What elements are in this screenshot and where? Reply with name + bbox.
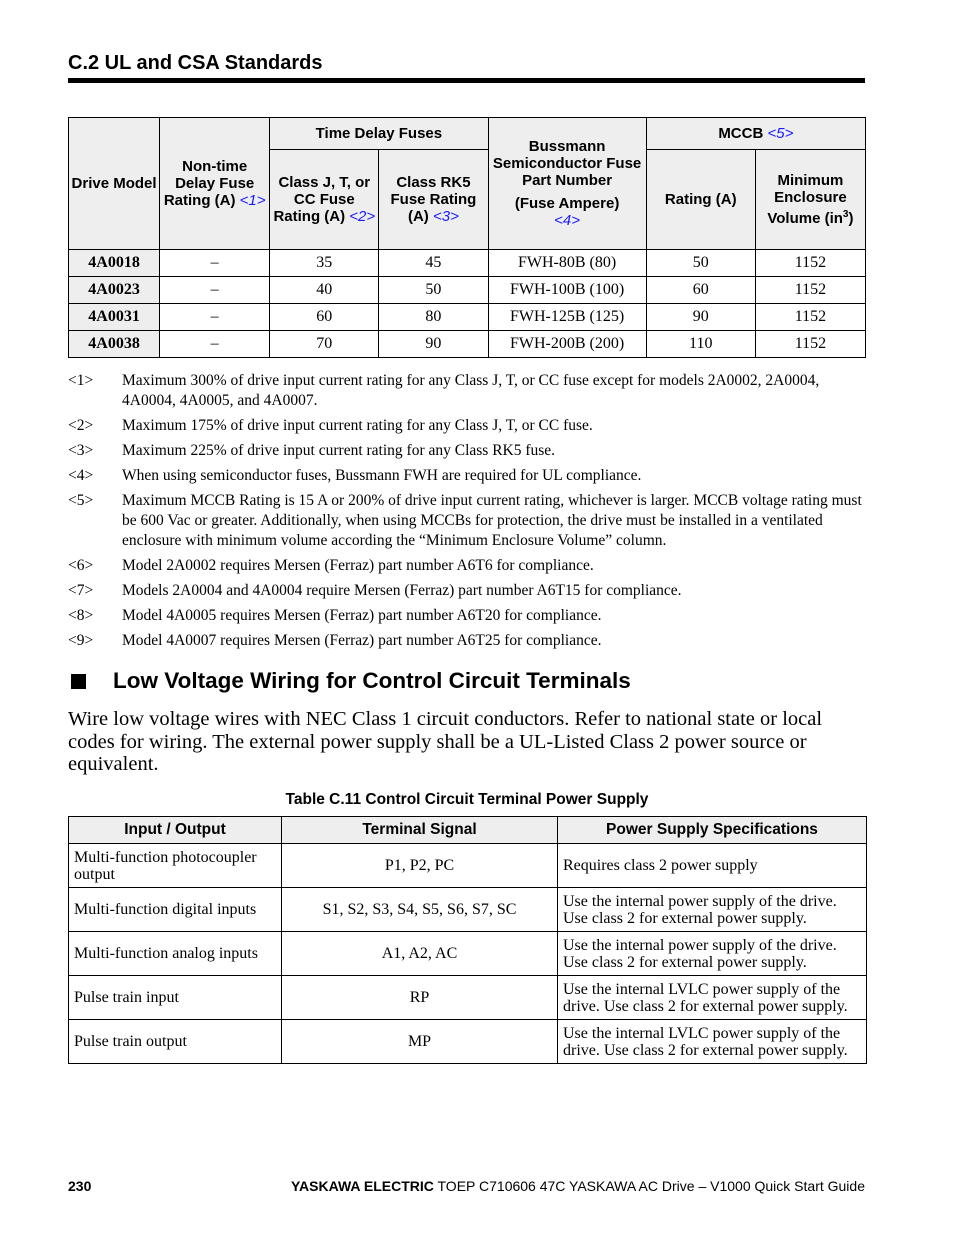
footnote-text: Model 4A0007 requires Mersen (Ferraz) part number A6T25 for compliance. [122,632,602,649]
cell-volume: 1152 [755,304,865,331]
footnote-mark: <7> [68,582,94,599]
header-nontime-delay: Non-time Delay Fuse Rating (A) <1> [160,118,270,250]
table-row [69,250,866,277]
cell-nontime: – [160,304,270,331]
cell-jtcc: 60 [270,304,379,331]
cell-nontime: – [160,250,270,277]
cell-rk5: 45 [379,250,488,277]
header-input-output: Input / Output [69,817,282,844]
footnote [68,416,868,436]
cell-rating: 90 [646,304,755,331]
cell-spec: Use the internal power supply of the drive. Use class 2 for external power supply. [558,888,867,932]
cell-signal: P1, P2, PC [282,844,558,888]
cell-model: 4A0023 [69,277,160,304]
cell-signal: MP [282,1020,558,1064]
footnote-text: Maximum 300% of drive input current rating for any Class J, T, or CC fuse except for models 2A0002, 2A0004, 4A0004, 4A0005, and 4A0007. [122,372,820,409]
cell-volume: 1152 [755,250,865,277]
power-supply-table [68,816,867,1064]
note-link-4[interactable]: <4> [554,212,581,229]
header-bussmann: Bussmann Semiconductor Fuse Part Number (Fuse Ampere) <4> [488,118,646,250]
note-link-2[interactable]: <2> [349,208,376,225]
table-row [69,304,866,331]
header-min-enclosure: Minimum Enclosure Volume $(in^3)$ [755,150,865,250]
cell-signal: A1, A2, AC [282,932,558,976]
header-mccb: MCCB <5> [646,118,865,150]
cell-spec: Use the internal power supply of the drive. Use class 2 for external power supply. [558,932,867,976]
cell-model: 4A0038 [69,331,160,358]
footnote-mark: <6> [68,557,94,574]
cell-io: Multi-function photocoupler output [69,844,282,888]
cell-spec: Requires class 2 power supply [558,844,867,888]
footnote-mark: <9> [68,632,94,649]
square-bullet-icon [71,674,86,689]
footnote [68,631,868,651]
note-link-5[interactable]: <5> [767,125,794,142]
body-paragraph: Wire low voltage wires with NEC Class 1 circuit conductors. Refer to national state or local codes for wiring. The external power supply shall be a UL-Listed Class 2 power source or equivalent. [68,708,823,775]
table-row [69,844,867,888]
footnote [68,581,868,601]
footnote-mark: <3> [68,442,94,459]
footnote [68,491,868,551]
footnote-mark: <1> [68,372,94,389]
table-row [69,932,867,976]
footnote-mark: <8> [68,607,94,624]
footnote [68,466,868,486]
footnote-mark: <4> [68,467,94,484]
cell-model: 4A0018 [69,250,160,277]
footnote-text: Maximum 225% of drive input current rating for any Class RK5 fuse. [122,442,556,459]
cell-io: Pulse train output [69,1020,282,1064]
table-row [69,888,867,932]
cell-signal: RP [282,976,558,1020]
cell-model: 4A0031 [69,304,160,331]
footnote-mark: <2> [68,417,94,434]
cell-rk5: 90 [379,331,488,358]
table-row [69,277,866,304]
cell-volume: 1152 [755,331,865,358]
header-terminal-signal: Terminal Signal [282,817,558,844]
cell-bussmann: FWH-80B (80) [488,250,646,277]
cell-bussmann: FWH-100B (100) [488,277,646,304]
footnote [68,441,868,461]
cell-rk5: 50 [379,277,488,304]
note-link-1[interactable]: <1> [239,192,266,209]
footnote [68,371,868,411]
cell-jtcc: 35 [270,250,379,277]
cell-bussmann: FWH-125B (125) [488,304,646,331]
cell-rating: 110 [646,331,755,358]
header-mccb-rating: Rating (A) [646,150,755,250]
footer-doc-info: YASKAWA ELECTRIC TOEP C710606 47C YASKAWA AC Drive – V1000 Quick Start Guide [291,1178,865,1194]
subheading-title: Low Voltage Wiring for Control Circuit Terminals [113,668,631,693]
footnote-text: When using semiconductor fuses, Bussmann FWH are required for UL compliance. [122,467,642,484]
footnote [68,556,868,576]
footnotes [68,371,868,656]
cell-rating: 60 [646,277,755,304]
table-caption: Table C.11 Control Circuit Terminal Power Supply [285,791,649,808]
cell-nontime: – [160,277,270,304]
header-class-rk5: Class RK5 Fuse Rating (A) <3> [379,150,488,250]
cell-nontime: – [160,331,270,358]
cell-jtcc: 70 [270,331,379,358]
fuse-rating-table [68,117,866,358]
header-drive-model: Drive Model [69,118,160,250]
cell-rk5: 80 [379,304,488,331]
cell-spec: Use the internal LVLC power supply of the drive. Use class 2 for external power supply. [558,1020,867,1064]
table-row [69,331,866,358]
footnote-text: Models 2A0004 and 4A0004 require Mersen (Ferraz) part number A6T15 for compliance. [122,582,682,599]
footnote-text: Maximum MCCB Rating is 15 A or 200% of drive input current rating, whichever is larger. MCCB voltage rating must be 600 Vac or greater. Additionally, when using MCCBs for protection, the drive must be installed in a ventilated enclosure with minimum volume according the “Minimum Enclosure Volume” column. [122,492,862,549]
footnote-text: Maximum 175% of drive input current rating for any Class J, T, or CC fuse. [122,417,593,434]
note-link-3[interactable]: <3> [432,208,459,225]
cell-io: Multi-function analog inputs [69,932,282,976]
section-header [68,51,865,83]
cell-bussmann: FWH-200B (200) [488,331,646,358]
cell-io: Pulse train input [69,976,282,1020]
footnote-text: Model 4A0005 requires Mersen (Ferraz) part number A6T20 for compliance. [122,607,602,624]
footnote [68,606,868,626]
page-footer [68,1178,865,1194]
section-title: C.2 UL and CSA Standards [68,52,323,74]
cell-volume: 1152 [755,277,865,304]
table-row [69,1020,867,1064]
page-number: 230 [68,1178,92,1194]
cell-io: Multi-function digital inputs [69,888,282,932]
header-class-jtcc: Class J, T, or CC Fuse Rating (A) <2> [270,150,379,250]
cell-jtcc: 40 [270,277,379,304]
footnote-mark: <5> [68,492,94,509]
header-power-spec: Power Supply Specifications [558,817,867,844]
header-time-delay-fuses: Time Delay Fuses [270,118,488,150]
subheading [68,668,868,694]
cell-rating: 50 [646,250,755,277]
cell-spec: Use the internal LVLC power supply of the drive. Use class 2 for external power supply. [558,976,867,1020]
footnote-text: Model 2A0002 requires Mersen (Ferraz) part number A6T6 for compliance. [122,557,594,574]
cell-signal: S1, S2, S3, S4, S5, S6, S7, SC [282,888,558,932]
table-row [69,976,867,1020]
section-rule [68,78,865,83]
